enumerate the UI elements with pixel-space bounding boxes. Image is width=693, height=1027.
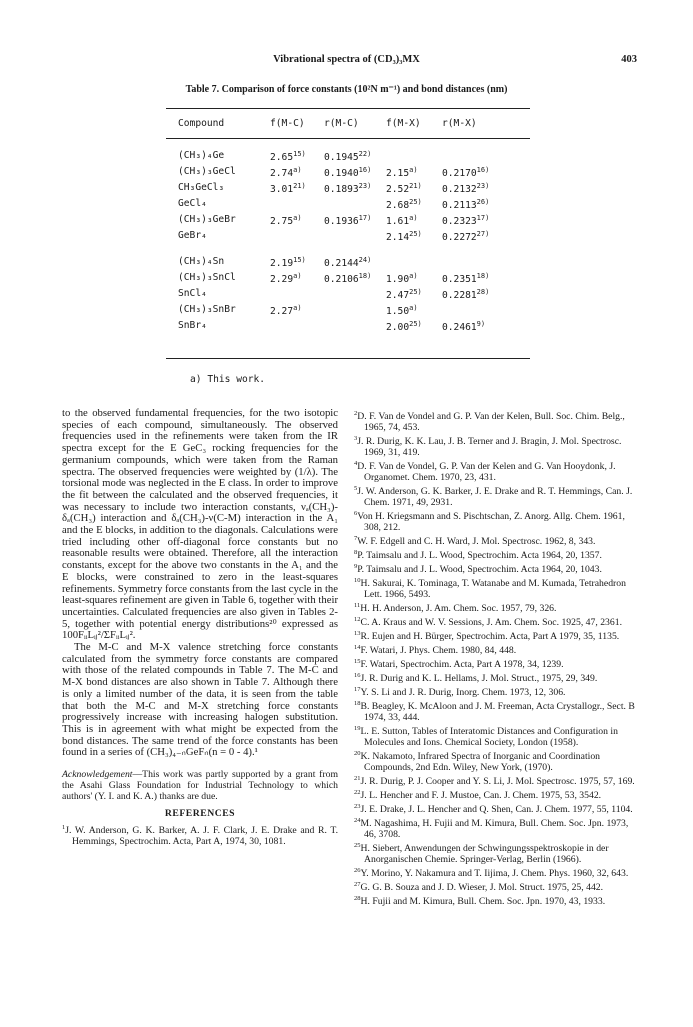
cell-value: 2.15 — [386, 168, 410, 179]
reference-item — [354, 561, 636, 575]
cell-value: (CH₃)₃SnBr — [178, 304, 236, 315]
cell-reference: a) — [293, 272, 302, 280]
cell-value: 0.2113 — [442, 200, 477, 211]
cell-reference: a) — [409, 304, 418, 312]
reference-number: 27 — [354, 881, 361, 888]
table-cell-rmx — [442, 230, 489, 243]
reference-item — [354, 642, 636, 656]
cell-reference: 21) — [293, 182, 306, 190]
reference-item — [354, 773, 636, 787]
cell-reference: a) — [409, 166, 418, 174]
cell-value: SnCl₄ — [178, 288, 207, 299]
references-list-left — [62, 822, 338, 847]
reference-item — [354, 600, 636, 614]
table-cell-rmx — [442, 166, 489, 179]
table-cell-compound — [178, 256, 224, 267]
cell-reference: 25) — [409, 230, 422, 238]
table-cell-rmx — [442, 182, 489, 195]
reference-item — [354, 458, 636, 483]
reference-item — [62, 822, 338, 847]
page-number: 403 — [621, 54, 637, 65]
reference-number: 23 — [354, 803, 361, 810]
cell-reference: 16) — [476, 166, 490, 174]
cell-reference: 22) — [358, 150, 372, 158]
cell-value: 0.1936 — [324, 216, 359, 227]
cell-reference: a) — [409, 214, 418, 222]
cell-reference: 18) — [358, 272, 372, 280]
reference-item — [354, 614, 636, 628]
reference-number: 10 — [354, 577, 361, 584]
reference-item — [354, 656, 636, 670]
cell-value: 3.01 — [270, 184, 294, 195]
reference-text: R. Eujen and H. Bürger, Spectrochim. Acta, Part A 1979, 35, 1135. — [360, 631, 620, 642]
cell-reference: a) — [293, 304, 302, 312]
cell-value: 2.00 — [386, 322, 410, 333]
reference-number: 19 — [354, 725, 361, 732]
cell-value: 1.61 — [386, 216, 410, 227]
table-cell-rmc — [324, 256, 371, 269]
cell-value: (CH₃)₃GeCl — [178, 166, 236, 177]
cell-value: 2.14 — [386, 232, 410, 243]
reference-item — [354, 670, 636, 684]
reference-number: 15 — [354, 658, 361, 665]
table-cell-fmc — [270, 150, 306, 163]
table-cell-fmx — [386, 288, 422, 301]
cell-value: 0.1940 — [324, 168, 359, 179]
references-list-right — [354, 408, 636, 907]
reference-number: 28 — [354, 895, 361, 902]
acknowledgement-label: Acknowledgement — [62, 769, 133, 781]
right-column — [354, 408, 636, 907]
header-r-mc: r(M-C) — [324, 118, 359, 129]
table-cell-compound — [178, 214, 236, 225]
reference-number: 11 — [354, 602, 361, 609]
table-cell-fmc — [270, 182, 306, 195]
reference-text: P. Taimsalu and J. L. Wood, Spectrochim. Acta 1964, 20, 1043. — [357, 564, 602, 575]
table-cell-rmx — [442, 214, 489, 227]
cell-reference: 16) — [358, 166, 372, 174]
cell-reference: 17) — [476, 214, 490, 222]
left-column — [62, 408, 338, 847]
reference-number: 21 — [354, 775, 361, 782]
table-cell-fmx — [386, 198, 422, 211]
header-f-mc: f(M-C) — [270, 118, 305, 129]
cell-value: 0.2144 — [324, 258, 359, 269]
cell-reference: 25) — [409, 320, 422, 328]
table-cell-rmx — [442, 288, 489, 301]
reference-number: 13 — [354, 630, 361, 637]
reference-text: H. H. Anderson, J. Am. Chem. Soc. 1957, 79, 326. — [360, 603, 557, 614]
cell-reference: 23) — [358, 182, 372, 190]
cell-value: 0.2323 — [442, 216, 477, 227]
body-paragraph: to the observed fundamental frequencies, for the two isotopic species of each compound, simultaneously. The observed frequencies used in the refinements were taken from the IR spectra except for the E GeC₃ rocking frequencies for the germanium compounds, which were taken from the Raman spectra. The observed frequencies were weighted by (1/λ). The torsional mode was neglected in the E class. In order to improve the fit between the calculated and the observed frequencies, it was necessary to include two interaction constants, νₐ(CH₃)-δₐ(CH₃) interaction and δₐ(CH₃)-ν(C-M) interaction in the A₁ and the E blocks, in addition to the diagonals. Calculations were tried including other off-diagonal force constants but no reasonable results were obtained. Therefore, all the interaction constants, except for the above two constants in the A₁ and the E blocks, were constrained to zero in the least-squares refinements. Symmetry force constants from the last cycle in the least-squares refinement are given in Table 6, together with their uncertainties. Calculated frequencies are also given in Tables 2-5, together with potential energy distributions²⁰ expressed as 100FᵢᵢLᵢⱼ²/ΣFᵢᵢLᵢⱼ². — [62, 407, 339, 642]
cell-reference: 18) — [476, 272, 490, 280]
cell-reference: 24) — [358, 256, 372, 264]
reference-item — [354, 547, 636, 561]
reference-text: F. Watari, J. Phys. Chem. 1980, 84, 448. — [360, 645, 517, 656]
cell-value: (CH₃)₃GeBr — [178, 214, 236, 225]
reference-text: J. R. Durig, K. K. Lau, J. B. Terner and J. Bragin, J. Mol. Spectrosc. 1969, 31, 419. — [357, 436, 622, 458]
reference-item — [354, 483, 636, 508]
reference-item — [354, 433, 636, 458]
cell-value: (CH₃)₃SnCl — [178, 272, 236, 283]
cell-reference: 17) — [358, 214, 372, 222]
table-cell-fmx — [386, 272, 418, 285]
table-cell-rmx — [442, 198, 489, 211]
table-cell-fmc — [270, 304, 302, 317]
cell-reference: a) — [293, 166, 302, 174]
cell-value: 2.74 — [270, 168, 294, 179]
cell-value: 2.65 — [270, 152, 294, 163]
table-cell-rmx — [442, 272, 489, 285]
reference-text: G. G. B. Souza and J. D. Wieser, J. Mol. Struct. 1975, 25, 442. — [360, 882, 604, 893]
running-head-title: Vibrational spectra of (CD₃)₃MX — [273, 54, 420, 65]
cell-value: CH₃GeCl₃ — [178, 182, 225, 193]
cell-reference: 26) — [476, 198, 490, 206]
header-compound: Compound — [178, 118, 225, 129]
reference-text: C. A. Kraus and W. V. Sessions, J. Am. Chem. Soc. 1925, 47, 2361. — [360, 617, 622, 628]
reference-item — [354, 408, 636, 433]
reference-text: L. E. Sutton, Tables of Interatomic Distances and Configuration in Molecules and Ions. Chemical Society, London (1958). — [360, 726, 618, 748]
reference-text: M. Nagashima, H. Fujii and M. Kimura, Bull. Chem. Soc. Jpn. 1973, 46, 3708. — [360, 818, 629, 840]
reference-text: J. W. Anderson, G. K. Barker, J. E. Drake and R. T. Hemmings, Can. J. Chem. 1971, 49, 2931. — [357, 486, 633, 508]
reference-text: Y. Morino, Y. Nakamura and T. Iijima, J. Chem. Phys. 1960, 32, 643. — [360, 868, 629, 879]
reference-text: D. F. Van de Vondel, G. P. Van der Kelen and G. Van Hooydonk, J. Organomet. Chem. 1970, 23, 431. — [357, 461, 616, 483]
cell-value: 0.2461 — [442, 322, 477, 333]
reference-text: H. Sakurai, K. Tominaga, T. Watanabe and M. Kumada, Tetrahedron Lett. 1966, 5493. — [360, 578, 626, 600]
table-cell-compound — [178, 320, 207, 331]
table-cell-fmc — [270, 272, 302, 285]
cell-value: 2.68 — [386, 200, 410, 211]
table-cell-rmc — [324, 166, 371, 179]
cell-value: 2.29 — [270, 274, 294, 285]
cell-value: SnBr₄ — [178, 320, 207, 331]
reference-item — [354, 815, 636, 840]
reference-text: W. F. Edgell and C. H. Ward, J. Mol. Spectrosc. 1962, 8, 343. — [357, 536, 596, 547]
table-cell-fmx — [386, 304, 418, 317]
reference-number: 2 — [354, 410, 358, 417]
reference-number: 5 — [354, 485, 358, 492]
table-cell-rmc — [324, 272, 371, 285]
reference-item — [354, 840, 636, 865]
cell-value: 2.52 — [386, 184, 410, 195]
cell-reference: a) — [409, 272, 418, 280]
reference-item — [354, 684, 636, 698]
reference-item — [354, 575, 636, 600]
table-cell-fmc — [270, 256, 306, 269]
header-r-mx: r(M-X) — [442, 118, 477, 129]
reference-text: H. Fujii and M. Kimura, Bull. Chem. Soc. Jpn. 1970, 43, 1933. — [360, 896, 606, 907]
reference-text: J. R. Durig and K. L. Hellams, J. Mol. Struct., 1975, 29, 349. — [360, 673, 598, 684]
reference-item — [354, 879, 636, 893]
reference-text: D. F. Van de Vondel and G. P. Van der Kelen, Bull. Soc. Chim. Belg., 1965, 74, 453. — [357, 411, 625, 433]
table-top-rule — [166, 108, 530, 109]
reference-text: F. Watari, Spectrochim. Acta, Part A 1978, 34, 1239. — [360, 659, 564, 670]
cell-reference: 9) — [476, 320, 486, 328]
table-cell-rmx — [442, 320, 485, 333]
reference-number: 9 — [354, 563, 358, 570]
reference-text: J. L. Hencher and F. J. Mustoe, Can. J. Chem. 1975, 53, 3542. — [360, 790, 602, 801]
cell-reference: a) — [293, 214, 302, 222]
cell-reference: 28) — [476, 288, 490, 296]
reference-item — [354, 748, 636, 773]
references-heading: REFERENCES — [164, 808, 236, 820]
running-head — [0, 54, 693, 68]
cell-value: GeCl₄ — [178, 198, 207, 209]
table-cell-fmc — [270, 214, 302, 227]
reference-item — [354, 698, 636, 723]
reference-item — [354, 508, 636, 533]
reference-text: P. Taimsalu and J. L. Wood, Spectrochim. Acta 1964, 20, 1357. — [357, 550, 602, 561]
body-paragraph: The M-C and M-X valence stretching force constants calculated from the symmetry force constants are compared with those of the related compounds in Table 7. The M-C and M-X bond distances are also shown in Table 7. Although there is only a limited number of the data, it is seen from the table that both the M-C and M-X stretching force constants progressively increase with increasing halogen substitution. This is in agreement with what might be expected from the bond distances. The same trend of the force constants has been found in a series of (CH₃)₄₋ₙGeFₙ(n = 0 - 4).¹ — [62, 641, 338, 759]
cell-value: 0.1945 — [324, 152, 359, 163]
table-caption: Table 7. Comparison of force constants (10²N m⁻¹) and bond distances (nm) — [185, 84, 508, 95]
reference-item — [354, 865, 636, 879]
cell-value: 0.2272 — [442, 232, 477, 243]
cell-value: 0.2106 — [324, 274, 359, 285]
reference-item — [354, 893, 636, 907]
reference-number: 16 — [354, 672, 361, 679]
cell-reference: 23) — [476, 182, 490, 190]
cell-value: 0.2281 — [442, 290, 477, 301]
table-cell-compound — [178, 198, 207, 209]
reference-text: J. W. Anderson, G. K. Barker, A. J. F. Clark, J. E. Drake and R. T. Hemmings, Spectrochim. Acta, Part A, 1974, 30, 1081. — [65, 824, 338, 847]
cell-value: GeBr₄ — [178, 230, 207, 241]
cell-value: 1.50 — [386, 306, 410, 317]
cell-reference: 21) — [409, 182, 422, 190]
reference-number: 1 — [62, 823, 66, 831]
table-cell-rmc — [324, 182, 371, 195]
table-cell-fmx — [386, 320, 422, 333]
cell-reference: 15) — [293, 256, 306, 264]
cell-value: 2.27 — [270, 306, 294, 317]
table-cell-compound — [178, 182, 224, 193]
table-cell-fmx — [386, 166, 418, 179]
reference-item — [354, 801, 636, 815]
table-cell-compound — [178, 150, 224, 161]
header-f-mx: f(M-X) — [386, 118, 421, 129]
table-footnote: a) This work. — [190, 374, 266, 385]
cell-reference: 25) — [409, 288, 422, 296]
reference-text: J. R. Durig, P. J. Cooper and Y. S. Li, J. Mol. Spectrosc. 1975, 57, 169. — [360, 776, 635, 787]
cell-value: 1.90 — [386, 274, 410, 285]
cell-reference: 27) — [476, 230, 490, 238]
cell-value: 0.1893 — [324, 184, 359, 195]
reference-text: B. Beagley, K. McAloon and J. M. Freeman, Acta Crystallogr., Sect. B 1974, 33, 444. — [360, 701, 635, 723]
reference-number: 18 — [354, 700, 361, 707]
cell-value: 0.2351 — [442, 274, 477, 285]
table-cell-fmx — [386, 230, 422, 243]
reference-number: 22 — [354, 789, 361, 796]
reference-text: Von H. Kriegsmann and S. Pischtschan, Z. Anorg. Allg. Chem. 1961, 308, 212. — [357, 511, 625, 533]
reference-number: 14 — [354, 644, 361, 651]
reference-number: 4 — [354, 460, 358, 467]
reference-item — [354, 628, 636, 642]
reference-item — [354, 533, 636, 547]
reference-item — [354, 787, 636, 801]
table-bottom-rule — [166, 358, 530, 359]
cell-reference: 25) — [409, 198, 422, 206]
reference-number: 3 — [354, 435, 358, 442]
cell-value: (CH₃)₄Sn — [178, 256, 225, 267]
cell-value: 2.47 — [386, 290, 410, 301]
reference-number: 25 — [354, 842, 361, 849]
table-cell-compound — [178, 272, 236, 283]
acknowledgement-text: —This work was partly supported by a grant from the Asahi Glass Foundation for Industrial Technology to which authors' (Y. I. and K. A.) thanks are due. — [62, 769, 338, 803]
table-cell-fmc — [270, 166, 302, 179]
reference-text: J. E. Drake, J. L. Hencher and Q. Shen, Can. J. Chem. 1977, 55, 1104. — [360, 804, 633, 815]
reference-item — [354, 723, 636, 748]
cell-value: 2.75 — [270, 216, 294, 227]
reference-number: 24 — [354, 817, 361, 824]
cell-value: (CH₃)₄Ge — [178, 150, 225, 161]
reference-number: 7 — [354, 535, 358, 542]
reference-number: 12 — [354, 616, 361, 623]
reference-number: 26 — [354, 867, 361, 874]
table-cell-fmx — [386, 214, 418, 227]
table-header-rule — [166, 138, 530, 139]
cell-value: 2.19 — [270, 258, 294, 269]
reference-number: 17 — [354, 686, 361, 693]
reference-number: 8 — [354, 549, 358, 556]
cell-reference: 15) — [293, 150, 306, 158]
table-cell-compound — [178, 304, 236, 315]
reference-number: 20 — [354, 750, 361, 757]
table-cell-compound — [178, 288, 207, 299]
table-cell-compound — [178, 230, 207, 241]
acknowledgement — [62, 769, 338, 802]
table-cell-fmx — [386, 182, 422, 195]
reference-text: H. Siebert, Anwendungen der Schwingungsspektroskopie in der Anorganischen Chemie. Springer-Verlag, Berlin (1966). — [360, 843, 609, 865]
cell-value: 0.2170 — [442, 168, 477, 179]
table-cell-compound — [178, 166, 236, 177]
reference-text: Y. S. Li and J. R. Durig, Inorg. Chem. 1973, 12, 306. — [360, 687, 566, 698]
table-cell-rmc — [324, 214, 371, 227]
cell-value: 0.2132 — [442, 184, 477, 195]
reference-text: K. Nakamoto, Infrared Spectra of Inorganic and Coordination Compounds, 2nd Edn. Wiley, New York, (1970). — [360, 751, 601, 773]
table-cell-rmc — [324, 150, 371, 163]
reference-number: 6 — [354, 510, 358, 517]
